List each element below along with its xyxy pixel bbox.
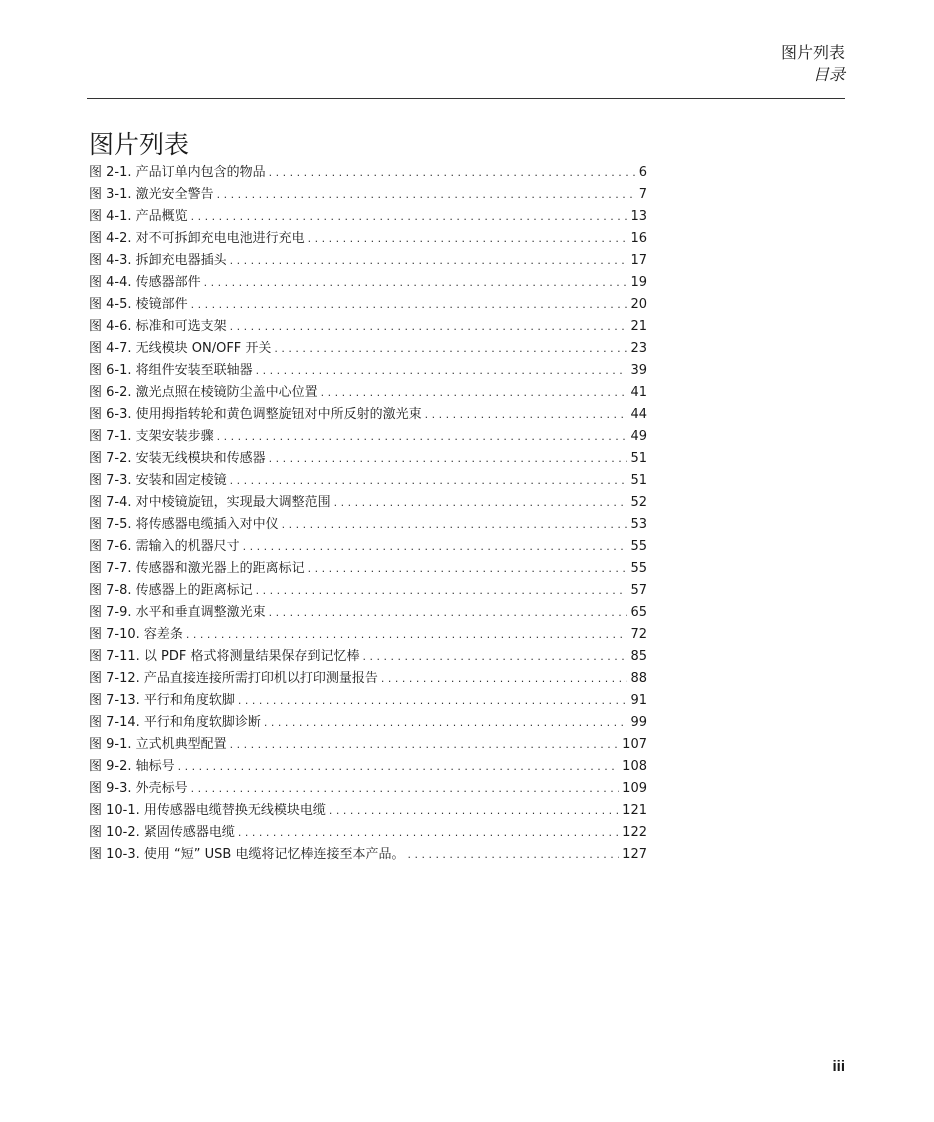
toc-entry-label: 图 9-2. 轴标号 bbox=[89, 759, 175, 774]
toc-entry[interactable] bbox=[89, 272, 647, 294]
toc-entry[interactable] bbox=[89, 580, 647, 602]
toc-entry[interactable] bbox=[89, 206, 647, 228]
toc-entry-label: 图 7-12. 产品直接连接所需打印机以打印测量报告 bbox=[89, 671, 378, 686]
dot-leader bbox=[256, 360, 628, 382]
toc-entry-label: 图 7-3. 安装和固定棱镜 bbox=[89, 473, 227, 488]
toc-entry-label: 图 4-4. 传感器部件 bbox=[89, 275, 201, 290]
toc-entry[interactable] bbox=[89, 514, 647, 536]
dot-leader bbox=[178, 756, 620, 778]
dot-leader bbox=[269, 162, 636, 184]
toc-entry[interactable] bbox=[89, 558, 647, 580]
toc-entry[interactable] bbox=[89, 844, 647, 866]
toc-entry-page-number: 91 bbox=[630, 693, 647, 708]
toc-entry[interactable] bbox=[89, 668, 647, 690]
toc-entry-page-number: 17 bbox=[630, 253, 647, 268]
toc-entry-label: 图 7-6. 需输入的机器尺寸 bbox=[89, 539, 240, 554]
toc-entry-page-number: 121 bbox=[622, 803, 647, 818]
toc-entry-page-number: 13 bbox=[630, 209, 647, 224]
dot-leader bbox=[191, 206, 628, 228]
figure-list bbox=[89, 162, 647, 866]
toc-entry-page-number: 41 bbox=[630, 385, 647, 400]
toc-entry-page-number: 108 bbox=[622, 759, 647, 774]
dot-leader bbox=[238, 822, 619, 844]
toc-entry-page-number: 51 bbox=[630, 451, 647, 466]
toc-entry-label: 图 10-2. 紧固传感器电缆 bbox=[89, 825, 235, 840]
toc-entry-label: 图 6-3. 使用拇指转轮和黄色调整旋钮对中所反射的激光束 bbox=[89, 407, 422, 422]
toc-entry-label: 图 4-7. 无线模块 ON/OFF 开关 bbox=[89, 341, 272, 356]
toc-entry[interactable] bbox=[89, 448, 647, 470]
toc-entry[interactable] bbox=[89, 624, 647, 646]
toc-entry[interactable] bbox=[89, 426, 647, 448]
toc-entry[interactable] bbox=[89, 404, 647, 426]
running-header bbox=[781, 42, 845, 86]
dot-leader bbox=[217, 184, 636, 206]
toc-entry-page-number: 109 bbox=[622, 781, 647, 796]
running-header-title: 图片列表 bbox=[780, 43, 845, 62]
toc-entry[interactable] bbox=[89, 360, 647, 382]
toc-entry-page-number: 49 bbox=[630, 429, 647, 444]
page-title: 图片列表 bbox=[89, 130, 190, 159]
toc-entry-page-number: 88 bbox=[630, 671, 647, 686]
running-header-subtitle: 目录 bbox=[812, 65, 845, 84]
dot-leader bbox=[217, 426, 628, 448]
toc-entry-page-number: 51 bbox=[630, 473, 647, 488]
dot-leader bbox=[425, 404, 628, 426]
dot-leader bbox=[204, 272, 628, 294]
dot-leader bbox=[230, 316, 628, 338]
dot-leader bbox=[407, 844, 619, 866]
toc-entry-page-number: 16 bbox=[630, 231, 647, 246]
toc-entry-page-number: 23 bbox=[630, 341, 647, 356]
dot-leader bbox=[308, 558, 628, 580]
toc-entry-page-number: 127 bbox=[622, 847, 647, 862]
toc-entry-label: 图 7-2. 安装无线模块和传感器 bbox=[89, 451, 266, 466]
toc-entry-label: 图 7-1. 支架安装步骤 bbox=[89, 429, 214, 444]
toc-entry-label: 图 7-11. 以 PDF 格式将测量结果保存到记忆棒 bbox=[89, 649, 360, 664]
toc-entry-label: 图 4-1. 产品概览 bbox=[89, 209, 188, 224]
toc-entry-page-number: 65 bbox=[630, 605, 647, 620]
toc-entry-label: 图 7-8. 传感器上的距离标记 bbox=[89, 583, 253, 598]
toc-entry[interactable] bbox=[89, 492, 647, 514]
toc-entry-page-number: 7 bbox=[638, 187, 647, 202]
dot-leader bbox=[230, 250, 628, 272]
dot-leader bbox=[191, 294, 628, 316]
dot-leader bbox=[334, 492, 628, 514]
toc-entry[interactable] bbox=[89, 338, 647, 360]
toc-entry-label: 图 7-5. 将传感器电缆插入对中仪 bbox=[89, 517, 279, 532]
toc-entry-label: 图 4-3. 拆卸充电器插头 bbox=[89, 253, 227, 268]
toc-entry-page-number: 57 bbox=[630, 583, 647, 598]
dot-leader bbox=[282, 514, 628, 536]
toc-entry[interactable] bbox=[89, 316, 647, 338]
toc-entry[interactable] bbox=[89, 250, 647, 272]
toc-entry-label: 图 9-1. 立式机典型配置 bbox=[89, 737, 227, 752]
dot-leader bbox=[308, 228, 628, 250]
page-number: iii bbox=[832, 1058, 845, 1075]
toc-entry[interactable] bbox=[89, 712, 647, 734]
toc-entry-label: 图 7-10. 容差条 bbox=[89, 627, 183, 642]
toc-entry[interactable] bbox=[89, 162, 647, 184]
toc-entry-label: 图 3-1. 激光安全警告 bbox=[89, 187, 214, 202]
toc-entry[interactable] bbox=[89, 756, 647, 778]
toc-entry-label: 图 7-4. 对中棱镜旋钮，实现最大调整范围 bbox=[89, 495, 331, 510]
toc-entry-page-number: 52 bbox=[630, 495, 647, 510]
toc-entry-page-number: 55 bbox=[630, 539, 647, 554]
dot-leader bbox=[230, 470, 628, 492]
toc-entry[interactable] bbox=[89, 470, 647, 492]
toc-entry[interactable] bbox=[89, 184, 647, 206]
toc-entry-page-number: 107 bbox=[622, 737, 647, 752]
toc-entry-page-number: 85 bbox=[630, 649, 647, 664]
toc-entry-page-number: 72 bbox=[630, 627, 647, 642]
dot-leader bbox=[264, 712, 628, 734]
toc-entry-label: 图 2-1. 产品订单内包含的物品 bbox=[89, 165, 266, 180]
dot-leader bbox=[238, 690, 628, 712]
dot-leader bbox=[186, 624, 628, 646]
toc-entry-label: 图 6-1. 将组件安装至联轴器 bbox=[89, 363, 253, 378]
toc-entry-label: 图 4-2. 对不可拆卸充电电池进行充电 bbox=[89, 231, 305, 246]
toc-entry[interactable] bbox=[89, 646, 647, 668]
toc-entry-label: 图 9-3. 外壳标号 bbox=[89, 781, 188, 796]
toc-entry-page-number: 53 bbox=[630, 517, 647, 532]
toc-entry-page-number: 21 bbox=[630, 319, 647, 334]
dot-leader bbox=[381, 668, 628, 690]
toc-entry-page-number: 19 bbox=[630, 275, 647, 290]
dot-leader bbox=[191, 778, 620, 800]
dot-leader bbox=[256, 580, 628, 602]
toc-entry-page-number: 20 bbox=[630, 297, 647, 312]
toc-entry-label: 图 4-6. 标准和可选支架 bbox=[89, 319, 227, 334]
toc-entry[interactable] bbox=[89, 228, 647, 250]
toc-entry-page-number: 39 bbox=[630, 363, 647, 378]
toc-entry[interactable] bbox=[89, 822, 647, 844]
toc-entry[interactable] bbox=[89, 294, 647, 316]
toc-entry-page-number: 44 bbox=[630, 407, 647, 422]
toc-entry-page-number: 122 bbox=[622, 825, 647, 840]
dot-leader bbox=[230, 734, 620, 756]
toc-entry[interactable] bbox=[89, 602, 647, 624]
toc-entry-label: 图 6-2. 激光点照在棱镜防尘盖中心位置 bbox=[89, 385, 318, 400]
toc-entry[interactable] bbox=[89, 382, 647, 404]
dot-leader bbox=[321, 382, 628, 404]
dot-leader bbox=[274, 338, 627, 360]
toc-entry-label: 图 10-1. 用传感器电缆替换无线模块电缆 bbox=[89, 803, 326, 818]
dot-leader bbox=[269, 602, 628, 624]
dot-leader bbox=[243, 536, 628, 558]
dot-leader bbox=[269, 448, 628, 470]
toc-entry-page-number: 6 bbox=[638, 165, 647, 180]
toc-entry-label: 图 7-14. 平行和角度软脚诊断 bbox=[89, 715, 261, 730]
toc-entry[interactable] bbox=[89, 800, 647, 822]
toc-entry-label: 图 7-13. 平行和角度软脚 bbox=[89, 693, 235, 708]
toc-entry-label: 图 7-7. 传感器和激光器上的距离标记 bbox=[89, 561, 305, 576]
header-divider bbox=[87, 98, 845, 99]
dot-leader bbox=[329, 800, 619, 822]
dot-leader bbox=[363, 646, 628, 668]
toc-entry-page-number: 55 bbox=[630, 561, 647, 576]
toc-entry-label: 图 7-9. 水平和垂直调整激光束 bbox=[89, 605, 266, 620]
toc-entry[interactable] bbox=[89, 734, 647, 756]
toc-entry[interactable] bbox=[89, 536, 647, 558]
toc-entry-label: 图 10-3. 使用 “短” USB 电缆将记忆棒连接至本产品。 bbox=[89, 847, 405, 862]
toc-entry-page-number: 99 bbox=[630, 715, 647, 730]
toc-entry[interactable] bbox=[89, 690, 647, 712]
toc-entry-label: 图 4-5. 棱镜部件 bbox=[89, 297, 188, 312]
toc-entry[interactable] bbox=[89, 778, 647, 800]
